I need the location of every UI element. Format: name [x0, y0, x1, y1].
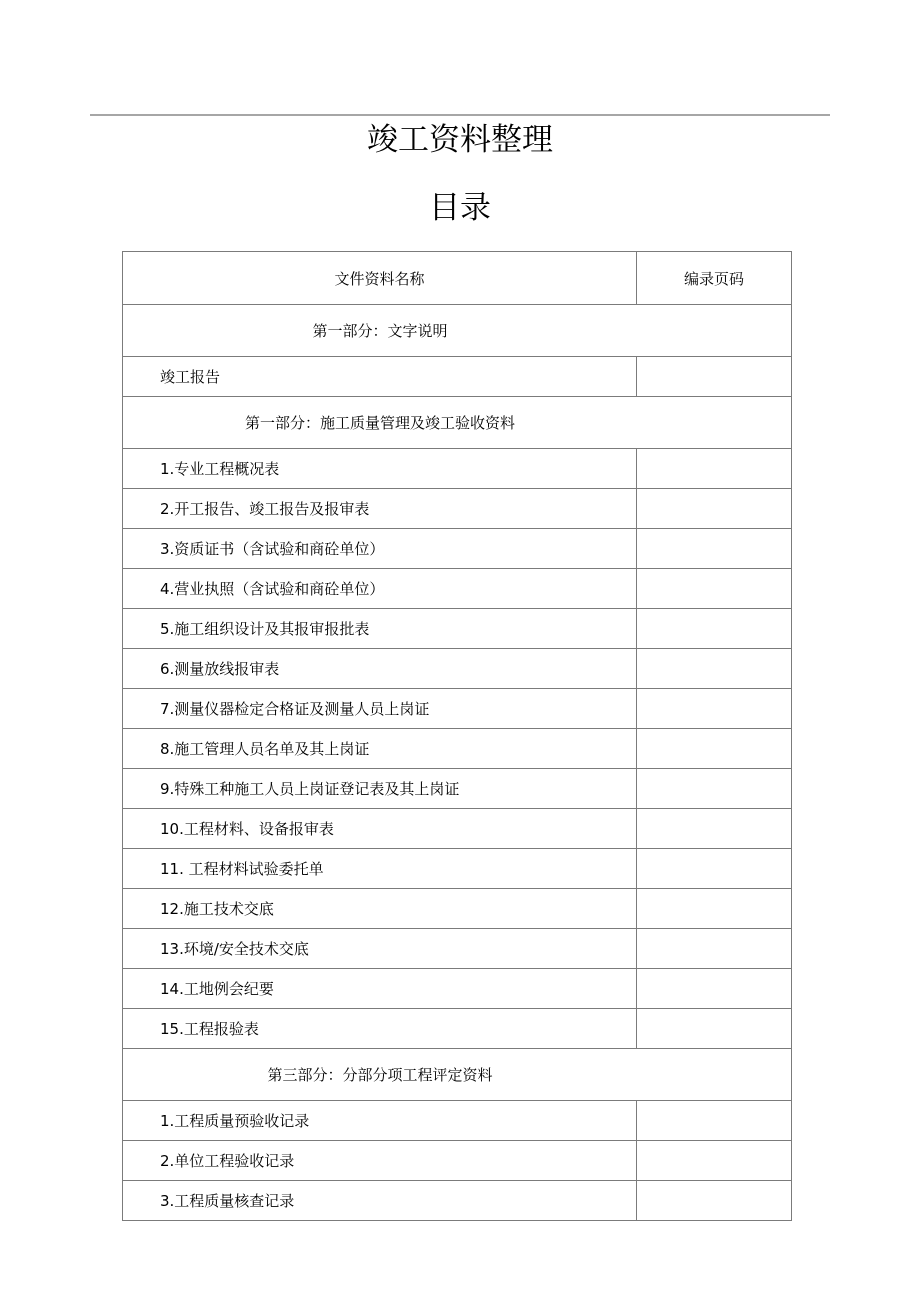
header-divider-rule — [90, 114, 830, 116]
entry-name-label: 2.单位工程验收记录 — [160, 1152, 295, 1170]
table-row — [123, 489, 792, 529]
entry-name-cell — [123, 969, 637, 1009]
entry-name-label: 11. 工程材料试验委托单 — [160, 860, 324, 878]
entry-page-value — [637, 468, 791, 469]
entry-name-cell — [123, 809, 637, 849]
table-section-row — [123, 1049, 792, 1101]
entry-page-cell — [637, 649, 792, 689]
entry-name-label: 4.营业执照（含试验和商砼单位） — [160, 580, 385, 598]
table-row — [123, 809, 792, 849]
entry-page-value — [637, 1028, 791, 1029]
entry-page-value — [637, 908, 791, 909]
table-row — [123, 1141, 792, 1181]
table-row — [123, 729, 792, 769]
entry-page-value — [637, 748, 791, 749]
entry-page-cell — [637, 529, 792, 569]
table-row — [123, 649, 792, 689]
entry-name-label: 10.工程材料、设备报审表 — [160, 820, 334, 838]
section-title-cell — [123, 305, 792, 357]
table-row — [123, 1009, 792, 1049]
entry-name-cell — [123, 769, 637, 809]
entry-page-cell — [637, 729, 792, 769]
entry-page-value — [637, 668, 791, 669]
entry-page-value — [637, 376, 791, 377]
entry-name-cell — [123, 729, 637, 769]
entry-name-cell — [123, 489, 637, 529]
table-header-row — [123, 252, 792, 305]
entry-name-label: 2.开工报告、竣工报告及报审表 — [160, 500, 370, 518]
entry-page-value — [637, 508, 791, 509]
entry-page-cell — [637, 809, 792, 849]
section-title-label: 第三部分：分部分项工程评定资料 — [267, 1066, 493, 1084]
entry-page-value — [637, 948, 791, 949]
entry-page-cell — [637, 1141, 792, 1181]
section-title-label: 第一部分：文字说明 — [312, 322, 448, 340]
table-row — [123, 929, 792, 969]
table-section-row — [123, 305, 792, 357]
entry-page-cell — [637, 609, 792, 649]
entry-page-value — [637, 828, 791, 829]
entry-name-label: 竣工报告 — [160, 368, 221, 386]
entry-page-cell — [637, 769, 792, 809]
entry-name-cell — [123, 569, 637, 609]
entry-name-label: 6.测量放线报审表 — [160, 660, 280, 678]
entry-page-cell — [637, 357, 792, 397]
entry-name-cell — [123, 889, 637, 929]
entry-name-label: 1.专业工程概况表 — [160, 460, 280, 478]
entry-page-cell — [637, 689, 792, 729]
entry-page-cell — [637, 449, 792, 489]
column-header-page-label: 编录页码 — [683, 269, 744, 288]
table-row — [123, 569, 792, 609]
entry-page-value — [637, 588, 791, 589]
table-section-row — [123, 397, 792, 449]
table-row — [123, 889, 792, 929]
entry-name-label: 15.工程报验表 — [160, 1020, 259, 1038]
table-of-contents-heading: 目录 — [429, 190, 491, 226]
entry-page-cell — [637, 889, 792, 929]
table-row — [123, 449, 792, 489]
entry-name-label: 5.施工组织设计及其报审报批表 — [160, 620, 370, 638]
table-row — [123, 357, 792, 397]
entry-name-label: 14.工地例会纪要 — [160, 980, 274, 998]
entry-page-cell — [637, 849, 792, 889]
table-row — [123, 969, 792, 1009]
table-row — [123, 849, 792, 889]
section-title-label: 第一部分：施⼯质量管理及竣工验收资料 — [244, 414, 515, 432]
table-row — [123, 529, 792, 569]
column-header-page — [637, 252, 792, 305]
table-row — [123, 1101, 792, 1141]
entry-name-cell — [123, 1141, 637, 1181]
entry-page-value — [637, 1200, 791, 1201]
entry-name-cell — [123, 1101, 637, 1141]
entry-name-label: 12.施工技术交底 — [160, 900, 274, 918]
entry-name-cell — [123, 449, 637, 489]
entry-page-cell — [637, 489, 792, 529]
entry-name-label: 9.特殊工种施工人员上岗证登记表及其上岗证 — [160, 780, 460, 798]
entry-page-cell — [637, 929, 792, 969]
entry-page-value — [637, 988, 791, 989]
entry-name-label: 3.工程质量核查记录 — [160, 1192, 295, 1210]
entry-name-label: 8.施工管理人员名单及其上岗证 — [160, 740, 370, 758]
entry-name-cell — [123, 849, 637, 889]
section-title-cell — [123, 1049, 792, 1101]
column-header-name — [123, 252, 637, 305]
entry-page-value — [637, 628, 791, 629]
entry-name-label: 7.测量仪器检定合格证及测量人员上岗证 — [160, 700, 430, 718]
table-row — [123, 689, 792, 729]
section-title-cell — [123, 397, 792, 449]
entry-page-cell — [637, 969, 792, 1009]
table-of-contents — [122, 251, 792, 1221]
entry-name-cell — [123, 1181, 637, 1221]
entry-name-cell — [123, 1009, 637, 1049]
table-row — [123, 769, 792, 809]
entry-page-value — [637, 788, 791, 789]
entry-name-label: 3.资质证书（含试验和商砼单位） — [160, 540, 385, 558]
table-row — [123, 1181, 792, 1221]
entry-page-cell — [637, 1101, 792, 1141]
entry-page-value — [637, 1160, 791, 1161]
entry-page-value — [637, 868, 791, 869]
entry-page-value — [637, 548, 791, 549]
entry-name-label: 13.环境/安全技术交底 — [160, 940, 309, 958]
table-body — [123, 252, 792, 1221]
entry-page-cell — [637, 569, 792, 609]
entry-name-cell — [123, 529, 637, 569]
entry-page-value — [637, 1120, 791, 1121]
table-row — [123, 609, 792, 649]
entry-name-cell — [123, 689, 637, 729]
column-header-name-label: 文件资料名称 — [334, 269, 425, 288]
entry-page-value — [637, 708, 791, 709]
entry-name-cell — [123, 929, 637, 969]
entry-name-label: 1.工程质量预验收记录 — [160, 1112, 310, 1130]
entry-name-cell — [123, 357, 637, 397]
page-title: 竣工资料整理 — [367, 122, 553, 158]
entry-name-cell — [123, 649, 637, 689]
entry-page-cell — [637, 1009, 792, 1049]
entry-name-cell — [123, 609, 637, 649]
entry-page-cell — [637, 1181, 792, 1221]
